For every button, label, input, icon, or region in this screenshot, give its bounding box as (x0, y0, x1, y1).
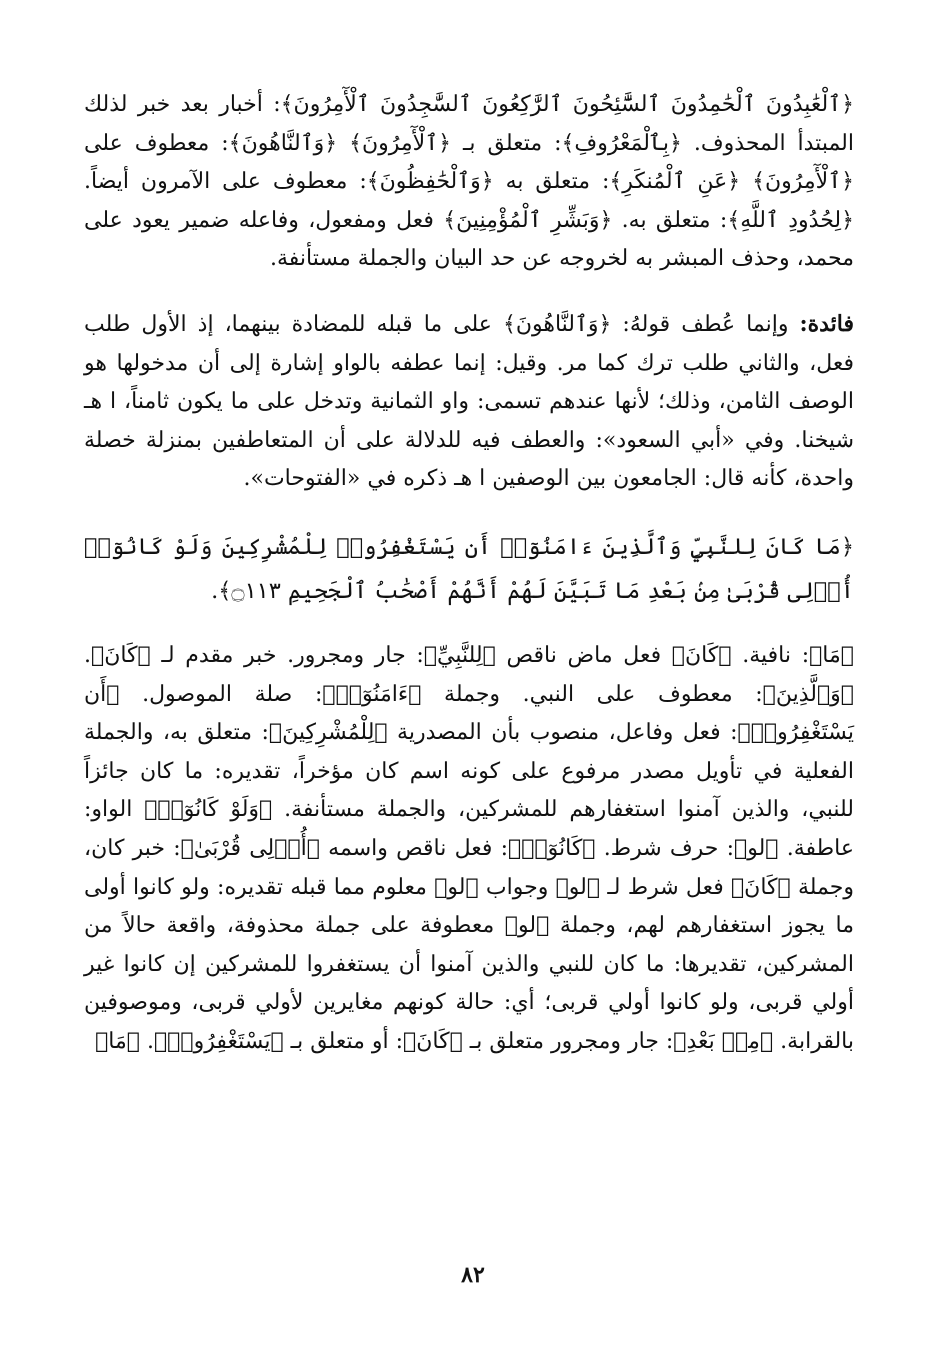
page-number: ٨٢ (461, 1262, 485, 1288)
paragraph-verse-analysis: ﴿ٱلْعَٰبِدُونَ ٱلْحَٰمِدُونَ ٱلسَّٰٓئِحُونَ ٱلرَّٰكِعُونَ ٱلسَّٰجِدُونَ ٱلْأٓمِرُونَ﴾: أخبار بعد خبر لذلك المبتدأ المحذوف. ﴿بِٱلْمَعْرُوفِ﴾: متعلق بـ ﴿ٱلْأٓمِرُونَ﴾ ﴿وَٱلنَّاهُونَ﴾: معطوف على ﴿ٱلْأٓمِرُونَ﴾ ﴿عَنِ ٱلْمُنكَرِ﴾: متعلق به ﴿وَٱلْحَٰفِظُونَ﴾: معطوف على الآمرون أيضاً. ﴿لِحُدُودِ ٱللَّهِ﴾: متعلق به. ﴿وَبَشِّرِ ٱلْمُؤْمِنِينَ﴾ فعل ومفعول، وفاعله ضمير يعود على محمد، وحذف المبشر به لخروجه عن حد البيان والجملة مستأنفة. (84, 92, 854, 272)
quran-verse-113: ﴿مَا كَانَ لِلنَّبِيِّ وَٱلَّذِينَ ءَامَنُوٓا۟ أَن يَسْتَغْفِرُوا۟ لِلْمُشْرِكِينَ وَلَوْ كَانُوٓا۟ أُو۟لِى قُرْبَىٰ مِنۢ بَعْدِ مَا تَبَيَّنَ لَهُمْ أَنَّهُمْ أَصْحَٰبُ ٱلْجَحِيمِ ۝١١٣﴾. (84, 533, 854, 604)
paragraph-grammar-analysis: ﴿مَا﴾: نافية. ﴿كَانَ﴾ فعل ماض ناقص ﴿لِلنَّبِيِّ﴾: جار ومجرور. خبر مقدم لـ ﴿كَانَ﴾. ﴿وَٱلَّذِينَ﴾: معطوف على النبي. وجملة ﴿ءَامَنُوٓا۟﴾: صلة الموصول. ﴿أَن يَسْتَغْفِرُوا۟﴾: فعل وفاعل، منصوب بأن المصدرية ﴿لِلْمُشْرِكِينَ﴾: متعلق به، والجملة الفعلية في تأويل مصدر مرفوع على كونه اسم كان مؤخراً، تقديره: ما كان جائزاً للنبي، والذين آمنوا استغفارهم للمشركين، والجملة مستأنفة. ﴿وَلَوْ كَانُوٓا۟﴾ الواو: عاطفة. ﴿لو﴾: حرف شرط. ﴿كَانُوٓا۟﴾: فعل ناقص واسمه ﴿أُو۟لِى قُرْبَىٰ﴾: خبر كان، وجملة ﴿كَانَ﴾ فعل شرط لـ ﴿لو﴾ وجواب ﴿لو﴾ معلوم مما قبله تقديره: ولو كانوا أولى ما يجوز استغفارهم لهم، وجملة ﴿لو﴾ معطوفة على جملة محذوفة، واقعة حالاً من المشركين، تقديرها: ما كان للنبي والذين آمنوا أن يستغفروا للمشركين إن كانوا غير أولي قربى، ولو كانوا أولي قربى؛ أي: حالة كونهم مغايرين لأولي قربى، وموصوفين بالقرابة. ﴿مِنۢ بَعْدِ﴾: جار ومجرور متعلق بـ ﴿كَانَ﴾: أو متعلق بـ ﴿يَسْتَغْفِرُوا۟﴾. ﴿مَا﴾ (84, 642, 854, 1054)
benefit-label: فائدة: (799, 310, 854, 337)
paragraph-benefit-note (84, 305, 854, 499)
benefit-text: وإنما عُطف قولهُ: ﴿وَٱلنَّاهُونَ﴾ على ما قبله للمضادة بينهما، إذ الأول طلب فعل، والثاني طلب ترك كما مر. وقيل: إنما عطفه بالواو إشارة إلى أن مدخولها هو الوصف الثامن، وذلك؛ لأنها عندهم تسمى: واو الثمانية وتدخل على ما يكون ثامناً، ا هـ شيخنا. وفي «أبي السعود»: والعطف فيه للدلالة على أن المتعاطفين بمنزلة خصلة واحدة، كأنه قال: الجامعون بين الوصفين ا هـ ذكره في «الفتوحات». (84, 311, 854, 492)
